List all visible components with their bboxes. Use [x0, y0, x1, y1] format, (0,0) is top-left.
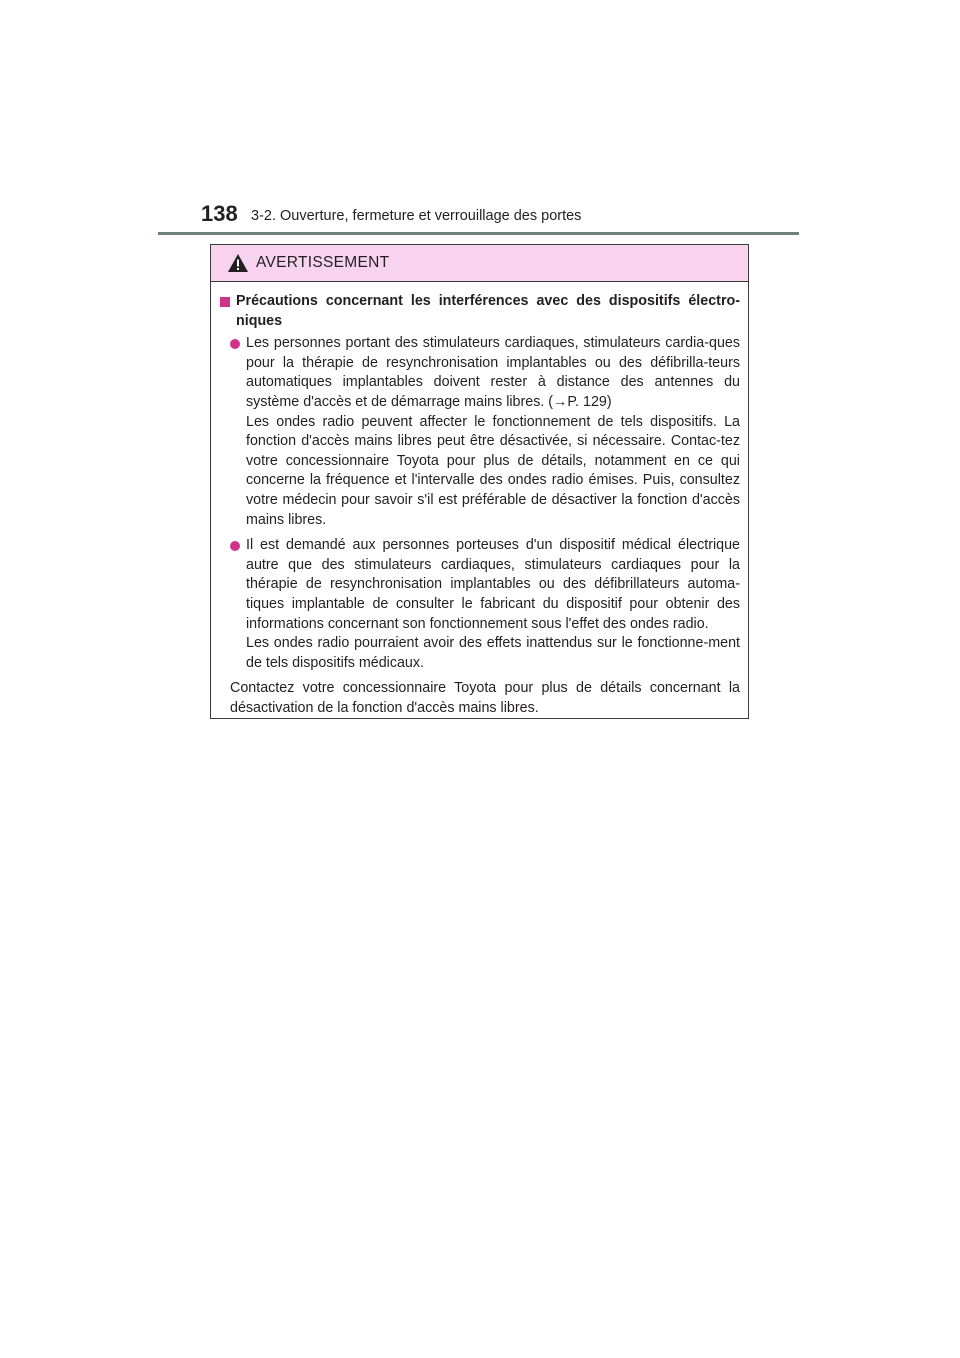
header-divider: [158, 232, 799, 235]
square-bullet-icon: [220, 297, 230, 307]
paragraph: Les ondes radio pourraient avoir des effets inattendus sur le fonctionne-ment de tels dispositifs médicaux.: [246, 635, 740, 671]
paragraph: Il est demandé aux personnes porteuses d'un dispositif médical électrique autre que des stimulateurs cardiaques, stimulateurs cardiaques pour la thérapie de resynchronisation implantables ou des défibrillateurs automa-tiques implantable de consulter le fabricant du dispositif pour obtenir des informations concernant son fonctionnement sous l'effet des ondes radio.: [246, 537, 740, 632]
paragraph: Les ondes radio peuvent affecter le fonctionnement de tels dispositifs. La fonction d'accès mains libres peut être désactivée, si nécessaire. Contac-tez votre concessionnaire Toyota pour plus de détails, notamment en ce qui concerne la fréquence et l'intervalle des ondes radio émises. Puis, consultez votre médecin pour savoir s'il est préférable de désactiver la fonction d'accès mains libres.: [246, 413, 740, 528]
closing-paragraph: Contactez votre concessionnaire Toyota pour plus de détails concernant la désactivation de la fonction d'accès mains libres.: [230, 680, 740, 716]
warning-heading-text: Précautions concernant les interférences avec des dispositifs électro-niques: [236, 293, 740, 329]
warning-heading: [220, 292, 740, 331]
warning-triangle-icon: [227, 253, 249, 273]
warning-header: [211, 245, 748, 282]
list-item-content: [246, 536, 740, 673]
list-item: [220, 334, 740, 530]
warning-box: [210, 244, 749, 719]
paragraph: Les personnes portant des stimulateurs cardiaques, stimulateurs cardia-ques pour la thérapie de resynchronisation implantables ou des défibrilla-teurs automatiques implantables doivent rester à distance des antennes du système d'accès et de démarrage mains libres. (→P. 129): [246, 335, 740, 410]
page-number: 138: [201, 201, 238, 226]
list-item-content: [246, 334, 740, 530]
round-bullet-icon: [230, 339, 240, 349]
round-bullet-icon: [230, 541, 240, 551]
list-item: [220, 536, 740, 673]
section-title: 3-2. Ouverture, fermeture et verrouillage des portes: [251, 208, 582, 224]
warning-body: [211, 282, 748, 718]
warning-title: AVERTISSEMENT: [256, 254, 390, 271]
